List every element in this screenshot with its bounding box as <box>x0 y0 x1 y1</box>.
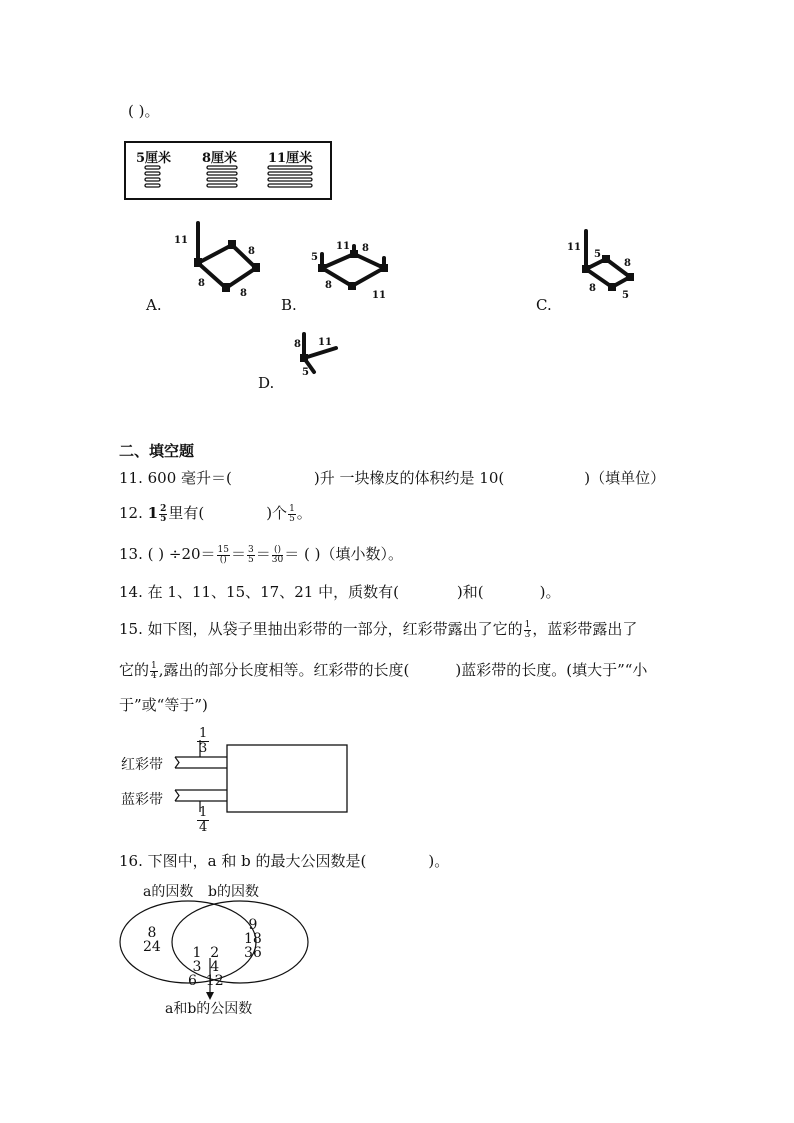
option-c-label[interactable]: C. <box>536 296 552 314</box>
b-label-11-bottom: 11 <box>372 290 386 301</box>
blue-ribbon-label: 蓝彩带 <box>121 792 163 808</box>
b-label-8-left: 8 <box>325 280 332 291</box>
answer-paren: ( )。 <box>128 102 160 120</box>
d-label-8: 8 <box>294 339 301 350</box>
option-b-figure <box>308 240 408 310</box>
option-a-label[interactable]: A. <box>146 296 162 314</box>
option-c-figure <box>568 225 648 305</box>
option-b-label[interactable]: B. <box>281 296 297 314</box>
d-label-5: 5 <box>302 367 309 378</box>
option-a-figure <box>170 218 270 308</box>
section-title: 二、填空题 <box>119 442 195 460</box>
stick-length-box <box>124 141 332 200</box>
red-ribbon-label: 红彩带 <box>121 757 163 773</box>
question-13: 13. ( ) ÷20＝ $\frac{15}{()}$ ＝ $\frac{3}{5}$ ＝ $\frac{()}{30}$ ＝ ( )（填小数）。 <box>119 544 403 565</box>
a-label-8-bottom: 8 <box>240 288 247 299</box>
question-16: 16. 下图中，a 和 b 的最大公因数是( )。 <box>119 852 450 870</box>
question-15-line3: 于”或“等于”) <box>119 696 208 714</box>
fraction-one-third: 1 3 <box>199 726 208 756</box>
question-15-line1: 15. 如下图，从袋子里抽出彩带的一部分，红彩带露出了它的 $\frac{1}{3}$ ，蓝彩带露出了 <box>119 619 638 640</box>
bag <box>227 745 347 812</box>
label-8cm: 8厘米 <box>202 151 238 166</box>
common-factor-label: a和b的公因数 <box>165 1001 253 1017</box>
c-label-11: 11 <box>567 242 581 253</box>
c-label-5-top: 5 <box>594 249 601 260</box>
blue-ribbon <box>175 790 227 801</box>
venn-label-a: a的因数 <box>143 884 194 900</box>
option-d-label[interactable]: D. <box>258 374 275 392</box>
question-12: 12. 1 $\frac{2}{5}$ 里有( )个 $\frac{1}{5}$ 。 <box>119 503 312 524</box>
red-ribbon <box>175 757 227 768</box>
c-label-8-left: 8 <box>589 283 596 294</box>
a-label-8-left: 8 <box>198 278 205 289</box>
label-5cm: 5厘米 <box>136 151 172 166</box>
question-14: 14. 在 1、11、15、17、21 中，质数有( )和( )。 <box>119 583 561 601</box>
a-label-11: 11 <box>174 235 188 246</box>
question-15-line2: 它的 $\frac{1}{4}$ ,露出的部分长度相等。红彩带的长度( )蓝彩带的长度。(填大于”“小 <box>119 660 648 681</box>
a-label-8-right: 8 <box>248 246 255 257</box>
venn-label-b: b的因数 <box>208 884 259 900</box>
b-label-8-right: 8 <box>362 243 369 254</box>
question-11: 11. 600 毫升＝( )升 一块橡皮的体积约是 10( )（填单位） <box>119 469 666 487</box>
label-11cm: 11厘米 <box>268 151 313 166</box>
b-only-factors: 9 18 36 <box>244 917 262 961</box>
b-label-11-top: 11 <box>336 241 350 252</box>
a-only-factors: 8 24 <box>143 925 161 955</box>
common-factors: 1 2 3 4 6 12 <box>188 945 224 989</box>
c-label-8-right: 8 <box>624 258 631 269</box>
fraction-one-quarter: 1 4 <box>199 805 208 835</box>
stick-bundles <box>126 143 330 198</box>
d-label-11: 11 <box>318 337 332 348</box>
b-label-5: 5 <box>311 252 318 263</box>
c-label-5-bottom: 5 <box>622 290 629 301</box>
